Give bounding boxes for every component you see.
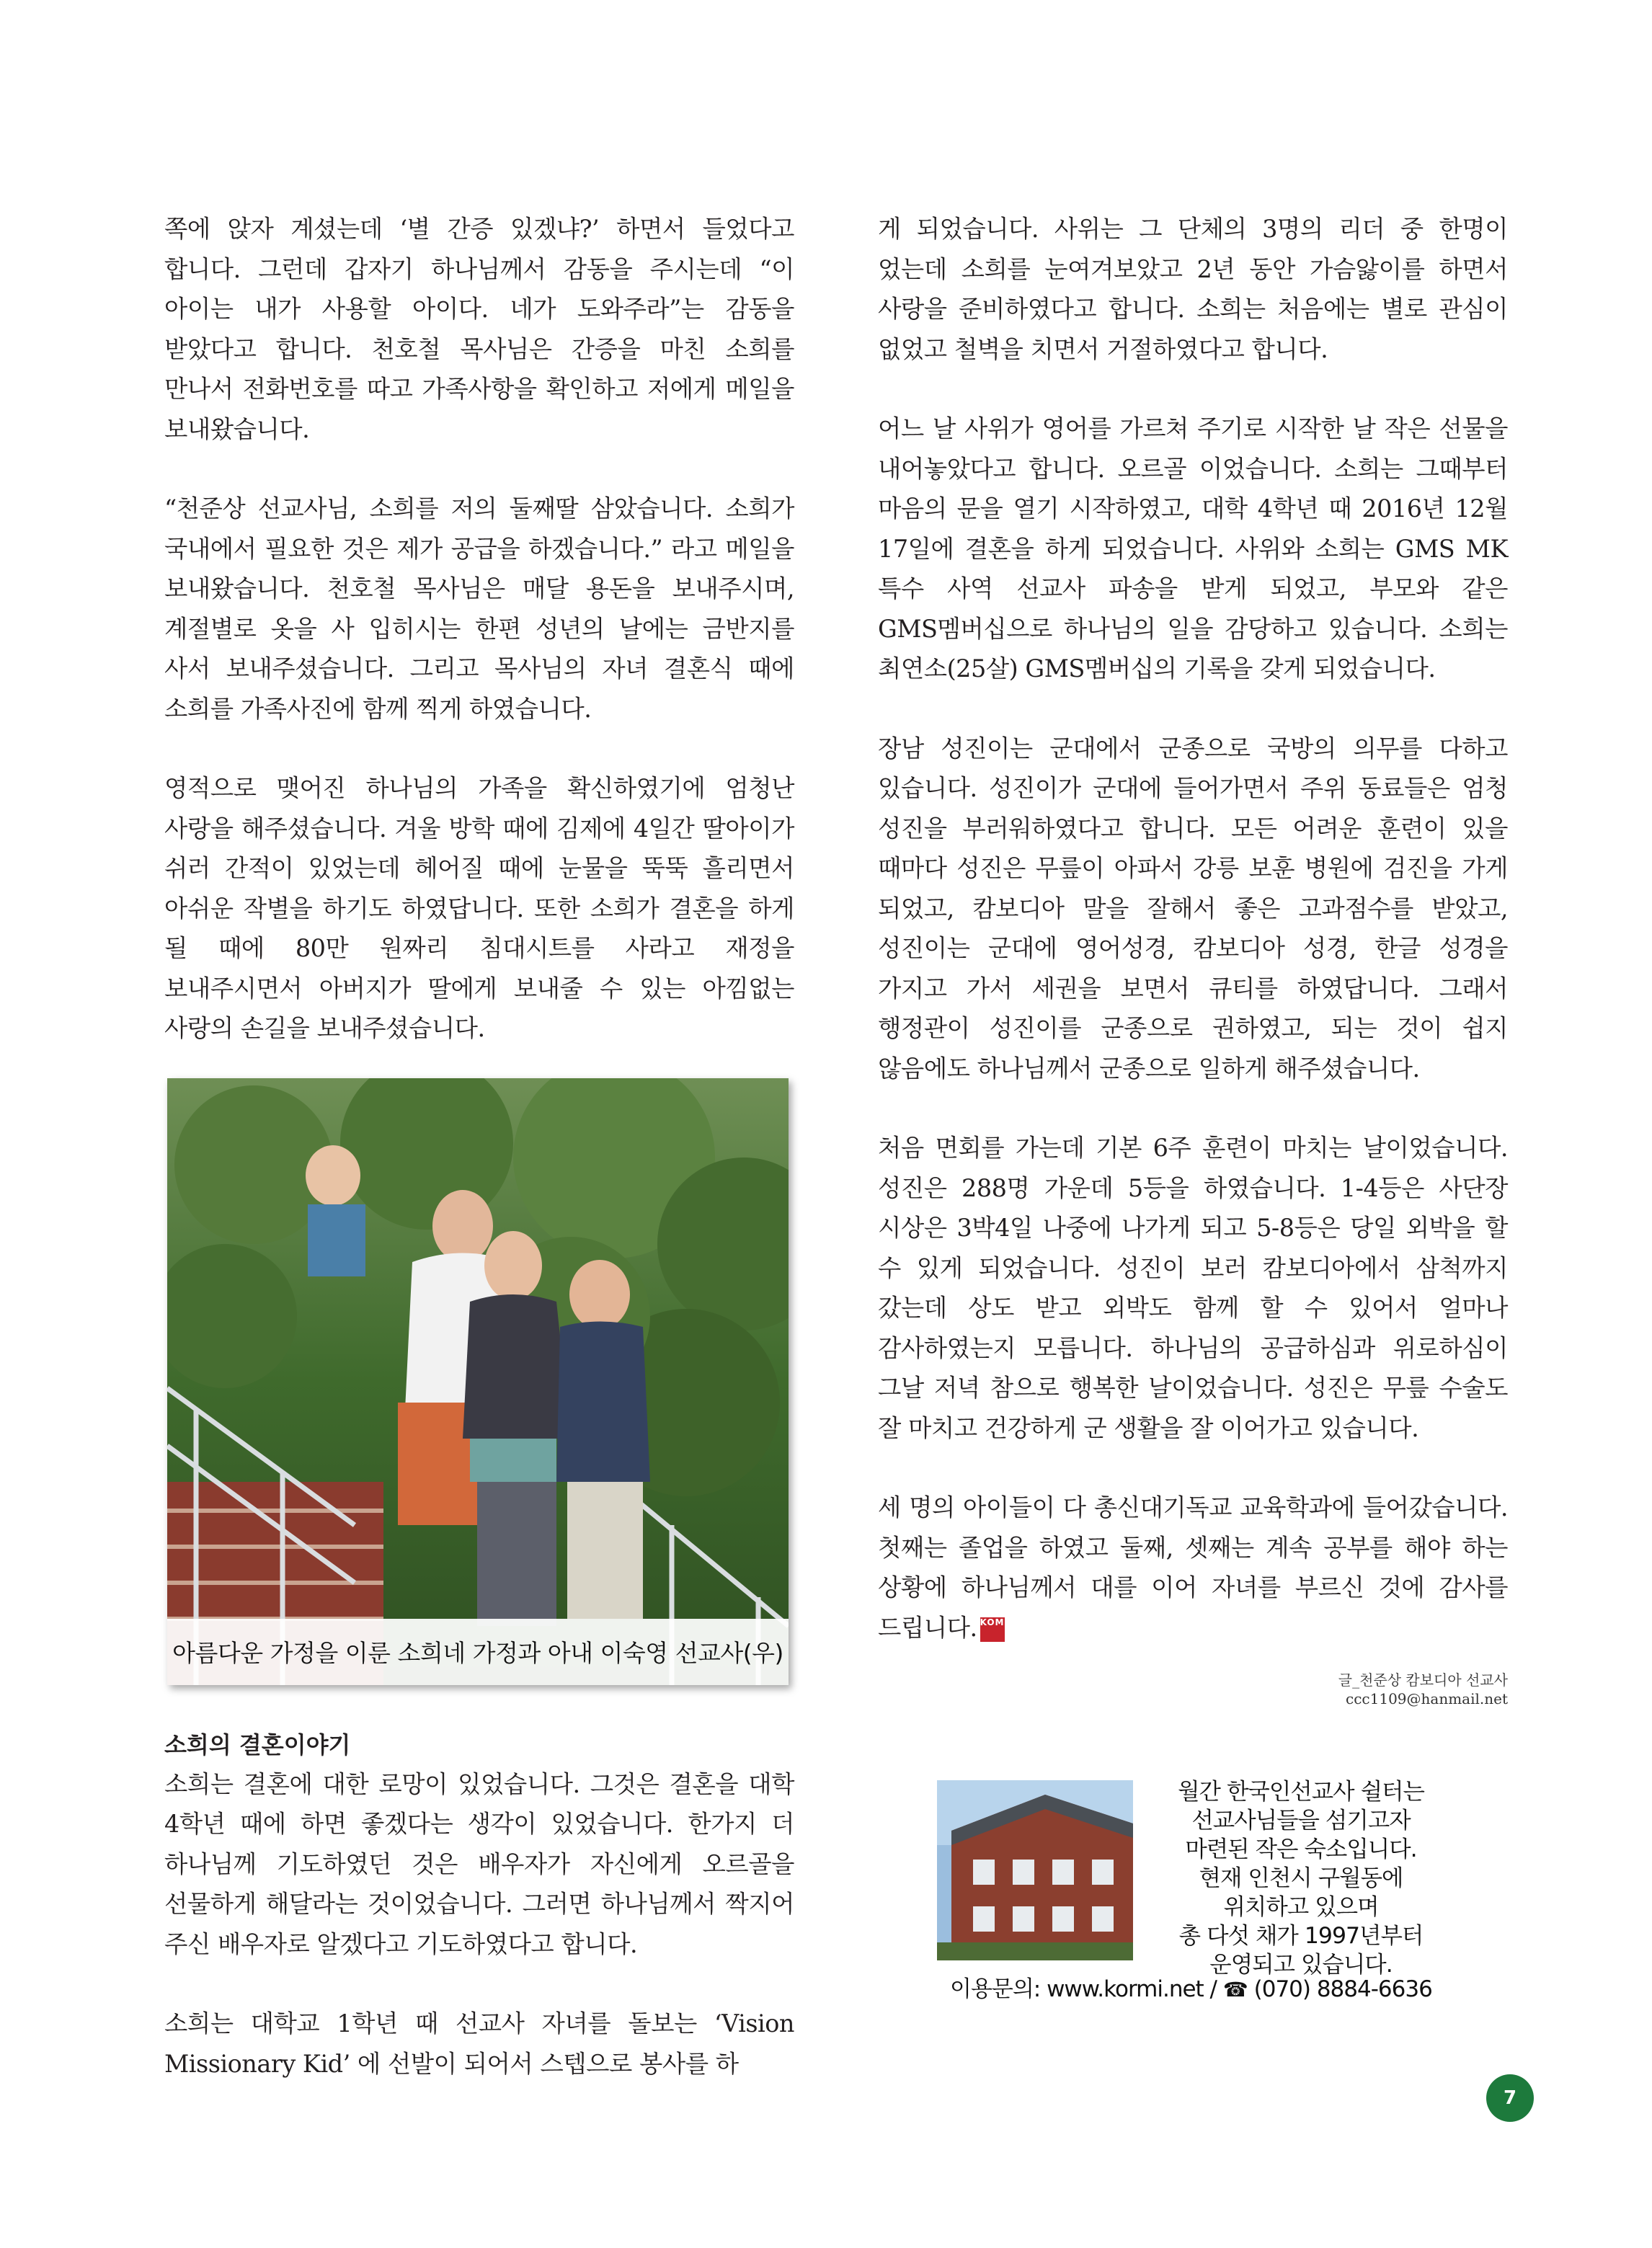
body-paragraph-last [878, 1488, 1508, 1648]
left-column [164, 209, 794, 2123]
ad-line: 마련된 작은 숙소입니다. [1185, 1836, 1417, 1862]
ad-line: 위치하고 있으며 [1223, 1894, 1379, 1920]
author-credit [1081, 1671, 1508, 1708]
author-name: 글_천준상 캄보디아 선교사 [1338, 1671, 1508, 1689]
section-title: 소희의 결혼이야기 [164, 1731, 351, 1759]
komi-end-mark-icon: KOMI [980, 1617, 1005, 1642]
photo-caption: 아름다운 가정을 이룬 소희네 가정과 아내 이숙영 선교사(우) [167, 1619, 789, 1685]
body-paragraph: 소희는 대학교 1학년 때 선교사 자녀를 돌보는 ‘Vision Missionary Kid’ 에 선발이 되어서 스텝으로 봉사를 하 [164, 2009, 794, 2078]
body-paragraph-text: 세 명의 아이들이 다 총신대기독교 교육학과에 들어갔습니다. 첫째는 졸업을 하였고 둘째, 셋째는 계속 공부를 해야 하는 상황에 하나님께서 대를 이어 자녀를 부르신 것에 감사를 드립니다. [878, 1493, 1508, 1642]
phone-icon: ☎ [1222, 1978, 1248, 2002]
shelter-ad [937, 1780, 1485, 2018]
body-paragraph: 쪽에 앉자 계셨는데 ‘별 간증 있겠냐?’ 하면서 들었다고 합니다. 그런데 갑자기 하나님께서 감동을 주시는데 “이 아이는 내가 사용할 아이다. 네가 도와주라”는 감동을 받았다고 합니다. 천호철 목사님은 간증을 마친 소희를 만나서 전화번호를 따고 가족사항을 확인하고 저에게 메일을 보내왔습니다. [164, 215, 794, 443]
contact-phone: (070) 8884-6636 [1253, 1976, 1432, 2002]
right-column [878, 209, 1508, 1687]
shelter-ad-text [1153, 1777, 1449, 1979]
body-paragraph: 소희는 결혼에 대한 로망이 있었습니다. 그것은 결혼을 대학 4학년 때에 하면 좋겠다는 생각이 있었습니다. 한가지 더 하나님께 기도하였던 것은 배우자가 자신에게 오르골을 선물하게 해달라는 것이었습니다. 그러면 하나님께서 짝지어 주신 배우자로 알겠다고 기도하였다고 합니다. [164, 1769, 794, 1958]
ad-line: 현재 인천시 구월동에 [1199, 1865, 1403, 1891]
body-paragraph: 처음 면회를 가는데 기본 6주 훈련이 마치는 날이었습니다. 성진은 288명 가운데 5등을 하였습니다. 1-4등은 사단장 시상은 3박4일 나중에 나가게 되고 5-8등은 당일 외박을 할 수 있게 되었습니다. 성진이 보러 캄보디아에서 삼척까지 갔는데 상도 받고 외박도 함께 할 수 있어서 얼마나 감사하였는지 모릅니다. 하나님의 공급하심과 위로하심이 그날 저녁 참으로 행복한 날이었습니다. 성진은 무릎 수술도 잘 마치고 건강하게 군 생활을 잘 이어가고 있습니다. [878, 1134, 1508, 1442]
shelter-building-photo [937, 1780, 1133, 1960]
shelter-contact [950, 1975, 1498, 2004]
contact-label: 이용문의: www.kormi.net / [950, 1976, 1217, 2002]
author-email: ccc1109@hanmail.net [1346, 1690, 1508, 1707]
body-paragraph: 어느 날 사위가 영어를 가르쳐 주기로 시작한 날 작은 선물을 내어놓았다고 합니다. 오르골 이었습니다. 소희는 그때부터 마음의 문을 열기 시작하였고, 대학 4학년 때 2016년 12월 17일에 결혼을 하게 되었습니다. 사위와 소희는 GMS MK 특수 사역 선교사 파송을 받게 되었고, 부모와 같은 GMS멤버십으로 하나님의 일을 감당하고 있습니다. 소희는 최연소(25살) GMS멤버십의 기록을 갖게 되었습니다. [878, 414, 1508, 683]
body-paragraph: “천준상 선교사님, 소희를 저의 둘째딸 삼았습니다. 소희가 국내에서 필요한 것은 제가 공급을 하겠습니다.” 라고 메일을 보내왔습니다. 천호철 목사님은 매달 용돈을 보내주시며, 계절별로 옷을 사 입히시는 한편 성년의 날에는 금반지를 사서 보내주셨습니다. 그리고 목사님의 자녀 결혼식 때에 소희를 가족사진에 함께 찍게 하였습니다. [164, 494, 794, 723]
page-number: 7 [1486, 2074, 1534, 2122]
body-paragraph: 영적으로 맺어진 하나님의 가족을 확신하였기에 엄청난 사랑을 해주셨습니다. 겨울 방학 때에 김제에 4일간 딸아이가 쉬러 간적이 있었는데 헤어질 때에 눈물을 뚝뚝 흘리면서 아쉬운 작별을 하기도 하였답니다. 또한 소희가 결혼을 하게 될 때에 80만 원짜리 침대시트를 사라고 재정을 보내주시면서 아버지가 딸에게 보내줄 수 있는 아낌없는 사랑의 손길을 보내주셨습니다. [164, 774, 794, 1042]
ad-line: 월간 한국인선교사 쉴터는 [1178, 1779, 1424, 1805]
ad-line: 운영되고 있습니다. [1209, 1952, 1393, 1978]
body-paragraph: 게 되었습니다. 사위는 그 단체의 3명의 리더 중 한명이 었는데 소희를 눈여겨보았고 2년 동안 가슴앓이를 하면서 사랑을 준비하였다고 합니다. 소희는 처음에는 별로 관심이 없었고 철벽을 치면서 거절하였다고 합니다. [878, 215, 1508, 363]
family-photo-illustration [167, 1078, 789, 1685]
family-photo [167, 1078, 789, 1685]
ad-line: 총 다섯 채가 1997년부터 [1178, 1923, 1424, 1949]
ad-line: 선교사님들을 섬기고자 [1191, 1808, 1411, 1834]
body-paragraph: 장남 성진이는 군대에서 군종으로 국방의 의무를 다하고 있습니다. 성진이가 군대에 들어가면서 주위 동료들은 엄청 성진을 부러워하였다고 합니다. 모든 어려운 훈련이 있을 때마다 성진은 무릎이 아파서 강릉 보훈 병원에 검진을 가게 되었고, 캄보디아 말을 잘해서 좋은 고과점수를 받았고, 성진이는 군대에 영어성경, 캄보디아 성경, 한글 성경을 가지고 가서 세권을 보면서 큐티를 하였답니다. 그래서 행정관이 성진이를 군종으로 권하였고, 되는 것이 쉽지 않음에도 하나님께서 군종으로 일하게 해주셨습니다. [878, 734, 1508, 1083]
